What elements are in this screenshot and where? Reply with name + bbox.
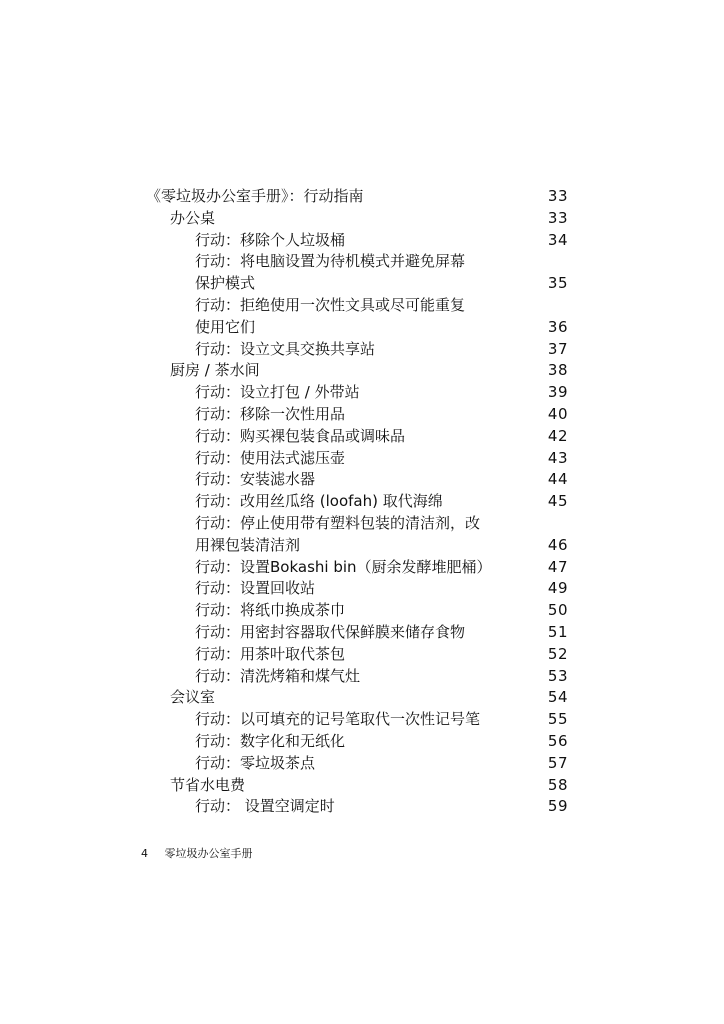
table-of-contents — [0, 186, 724, 818]
toc-action-entry — [0, 230, 724, 252]
toc-entry-title: 《零垃圾办公室手册》：行动指南 — [146, 187, 364, 205]
toc-entry-title: 行动：使用法式滤压壶 — [195, 448, 346, 467]
toc-action-entry — [0, 796, 724, 818]
toc-entry-page-number: 52 — [547, 644, 568, 663]
toc-entry-page-number: 34 — [547, 230, 568, 249]
toc-entry-title: 用裸包装清洁剂 — [195, 535, 301, 554]
toc-entry-page-number: 49 — [547, 579, 568, 598]
toc-chapter-entry — [0, 186, 724, 208]
toc-action-entry — [0, 535, 724, 557]
toc-entry-page-number: 53 — [547, 666, 568, 685]
toc-entry-title: 行动：设置回收站 — [195, 579, 316, 598]
toc-entry-page-number: 42 — [547, 426, 568, 445]
toc-entry-title: 行动：改用丝瓜络 (loofah) 取代海绵 — [195, 492, 443, 511]
toc-action-entry — [0, 317, 724, 339]
toc-action-entry — [0, 426, 724, 448]
page-footer — [141, 846, 253, 862]
toc-action-entry — [0, 709, 724, 731]
toc-entry-page-number: 46 — [547, 535, 568, 554]
toc-action-entry — [0, 731, 724, 753]
toc-entry-page-number: 40 — [547, 404, 568, 423]
toc-entry-title: 行动：设立打包 / 外带站 — [195, 383, 360, 402]
toc-entry-page-number: 45 — [547, 492, 568, 511]
toc-section-entry — [0, 687, 724, 709]
toc-section-entry — [0, 208, 724, 230]
toc-entry-title: 行动：用密封容器取代保鲜膜来储存食物 — [195, 622, 466, 641]
toc-action-entry — [0, 753, 724, 775]
toc-entry-page-number: 51 — [547, 622, 568, 641]
toc-entry-page-number: 47 — [547, 557, 568, 576]
toc-entry-title: 保护模式 — [195, 274, 256, 293]
toc-action-entry — [0, 469, 724, 491]
toc-entry-page-number: 39 — [547, 383, 568, 402]
toc-entry-title: 办公桌 — [170, 208, 216, 227]
toc-entry-title: 行动：清洗烤箱和煤气灶 — [195, 666, 361, 685]
toc-entry-title: 行动：移除一次性用品 — [195, 404, 346, 423]
toc-action-entry — [0, 513, 724, 535]
toc-section-entry — [0, 360, 724, 382]
toc-action-entry — [0, 644, 724, 666]
toc-entry-page-number: 36 — [547, 317, 568, 336]
toc-entry-page-number: 50 — [547, 601, 568, 620]
toc-entry-title: 行动：数字化和无纸化 — [195, 731, 346, 750]
toc-action-entry — [0, 273, 724, 295]
page-number: 4 — [141, 847, 148, 860]
running-title: 零垃圾办公室手册 — [164, 847, 253, 860]
toc-section-entry — [0, 775, 724, 797]
toc-entry-page-number: 56 — [547, 731, 568, 750]
toc-entry-title: 行动：设置Bokashi bin（厨余发酵堆肥桶） — [195, 557, 492, 576]
toc-entry-title: 节省水电费 — [170, 775, 246, 794]
toc-entry-title: 行动：拒绝使用一次性文具或尽可能重复 — [195, 295, 466, 314]
toc-action-entry — [0, 339, 724, 361]
toc-entry-page-number: 37 — [547, 339, 568, 358]
toc-action-entry — [0, 251, 724, 273]
toc-action-entry — [0, 622, 724, 644]
toc-entry-title: 行动：以可填充的记号笔取代一次性记号笔 — [195, 710, 481, 729]
toc-entry-title: 行动：安装滤水器 — [195, 470, 316, 489]
toc-entry-page-number: 35 — [547, 274, 568, 293]
toc-entry-title: 行动：停止使用带有塑料包装的清洁剂，改 — [195, 513, 481, 532]
toc-entry-title: 使用它们 — [195, 317, 256, 336]
toc-entry-title: 行动：零垃圾茶点 — [195, 753, 316, 772]
toc-action-entry — [0, 295, 724, 317]
toc-entry-title: 行动：购买裸包装食品或调味品 — [195, 426, 406, 445]
toc-entry-page-number: 44 — [547, 470, 568, 489]
toc-entry-page-number: 58 — [547, 775, 568, 794]
toc-entry-page-number: 43 — [547, 448, 568, 467]
toc-entry-title: 厨房 / 茶水间 — [170, 361, 260, 380]
toc-entry-page-number: 57 — [547, 753, 568, 772]
toc-action-entry — [0, 404, 724, 426]
toc-action-entry — [0, 666, 724, 688]
toc-entry-page-number: 55 — [547, 710, 568, 729]
toc-entry-page-number: 59 — [547, 797, 568, 816]
toc-action-entry — [0, 382, 724, 404]
toc-entry-page-number: 38 — [547, 361, 568, 380]
toc-entry-title: 行动：将纸巾换成茶巾 — [195, 601, 346, 620]
toc-entry-title: 行动：移除个人垃圾桶 — [195, 230, 346, 249]
toc-entry-title: 行动：用茶叶取代茶包 — [195, 644, 346, 663]
toc-entry-title: 会议室 — [170, 688, 216, 707]
toc-action-entry — [0, 600, 724, 622]
toc-action-entry — [0, 491, 724, 513]
toc-action-entry — [0, 557, 724, 579]
toc-entry-page-number: 54 — [547, 688, 568, 707]
toc-entry-title: 行动：设立文具交换共享站 — [195, 339, 376, 358]
toc-entry-title: 行动：将电脑设置为待机模式并避免屏幕 — [195, 252, 466, 271]
toc-entry-title: 行动： 设置空调定时 — [195, 797, 335, 816]
toc-entry-page-number: 33 — [547, 208, 568, 227]
toc-entry-page-number: 33 — [547, 187, 568, 205]
toc-action-entry — [0, 578, 724, 600]
toc-action-entry — [0, 448, 724, 470]
